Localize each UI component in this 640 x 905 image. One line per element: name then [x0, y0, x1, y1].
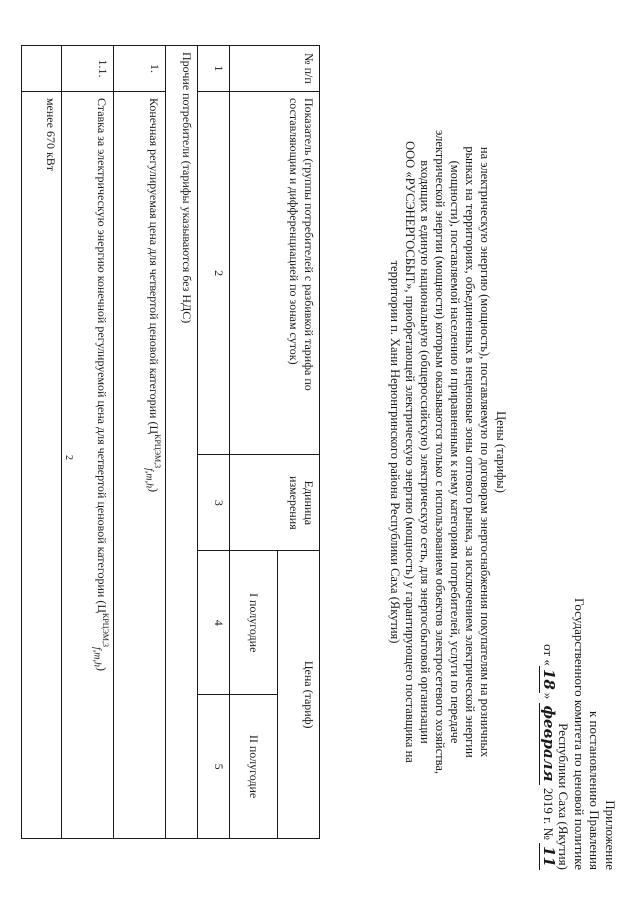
table-row: [198, 46, 230, 839]
table-row: [166, 46, 198, 839]
rotated-page: [28, 22, 618, 882]
decree-number: 11: [539, 843, 558, 870]
title-line: (мощности), поставляемой населению и приравненным к нему категориям потребителей, услуги по передаче: [448, 160, 462, 744]
row-text-cell: менее 670 кВт: [22, 91, 62, 838]
tariff-table: [21, 45, 320, 839]
header-indicator: Показатель (группы потребителей с разбивкой тарифа по составляющим и дифференциацией по зонам суток): [230, 91, 320, 454]
table-row: [114, 46, 166, 839]
table-header-row: [278, 46, 320, 839]
table-row: [62, 46, 114, 839]
title-line: электрической энергии (мощности) которым оказываются только с использованием объектов электросетевого хозяйства,: [433, 129, 447, 775]
approval-line: Государственного комитета по ценовой политике: [572, 598, 587, 870]
document-title: [387, 22, 508, 882]
table-row: [22, 46, 62, 839]
row-superscript: КРЦЭМ,З: [153, 434, 162, 469]
date-month: февраля: [539, 703, 558, 785]
header-half2: II полугодие: [230, 695, 278, 839]
title-line: рынках на территориях, объединенных в неценовые зоны оптового рынка, за исключением электрической энергии: [463, 146, 477, 758]
page-number: 2: [63, 455, 74, 460]
row-text-end: ): [147, 488, 161, 493]
row-text-cell: [114, 91, 166, 838]
header-num: № п/п: [230, 46, 320, 92]
approval-block: [541, 598, 619, 870]
row-text-end: ): [95, 666, 109, 671]
row-text: Ставка за электрическую энергию конечной регулируемой цена для четвертой ценовой категории (Ц: [95, 97, 109, 614]
col-number-cell: 5: [198, 695, 230, 839]
date-mid: »: [541, 692, 556, 700]
col-number-cell: 3: [198, 455, 230, 551]
approval-line: к постановлению Правления: [587, 710, 603, 870]
row-number-cell: 1.1.: [62, 46, 114, 92]
row-number-cell: [22, 46, 62, 92]
title-line: на электрическую энергию (мощность), поставляемую по договорам энергоснабжения покупателям на розничных: [478, 146, 492, 758]
header-unit: Единица измерения: [230, 455, 320, 551]
title-line: территории п. Хани Нерюнгринского района Республики Саха (Якутия): [388, 260, 402, 644]
row-subscript: f,m,h: [91, 646, 103, 667]
row-text: Конечная регулируемая цена для четвертой ценовой категории (Ц: [147, 97, 161, 435]
header-price: Цена (тариф): [278, 551, 320, 839]
row-text-cell: [62, 91, 114, 838]
row-superscript: КРЦЭМ,З: [101, 613, 110, 647]
row-number-cell: 1.: [114, 46, 166, 92]
col-number-cell: 1: [198, 46, 230, 92]
date-day: 18: [539, 666, 558, 693]
title-line: входящих в единую национальную (общероссийскую) электрическую сеть, для энергосбытовой организации: [418, 160, 432, 744]
title-heading: Цены (тарифы): [494, 411, 508, 493]
section-cell: Прочие потребители (тарифы указываются без НДС): [166, 46, 198, 839]
approval-line: Республики Саха (Якутия): [556, 723, 572, 870]
col-number-cell: 2: [198, 91, 230, 454]
approval-line: Приложение: [603, 800, 618, 870]
title-line: ООО «РУСЭНЕРГОСБЫТ», приобретающей электрическую энергию (мощность) у гарантирующего поставщика на: [403, 141, 417, 763]
approval-date: [541, 598, 557, 870]
col-number-cell: 4: [198, 551, 230, 695]
row-subscript: f,m,h: [143, 468, 155, 489]
date-year: 2019 г. №: [541, 787, 556, 840]
header-half1: I полугодие: [230, 551, 278, 695]
date-prefix: от «: [541, 644, 556, 666]
